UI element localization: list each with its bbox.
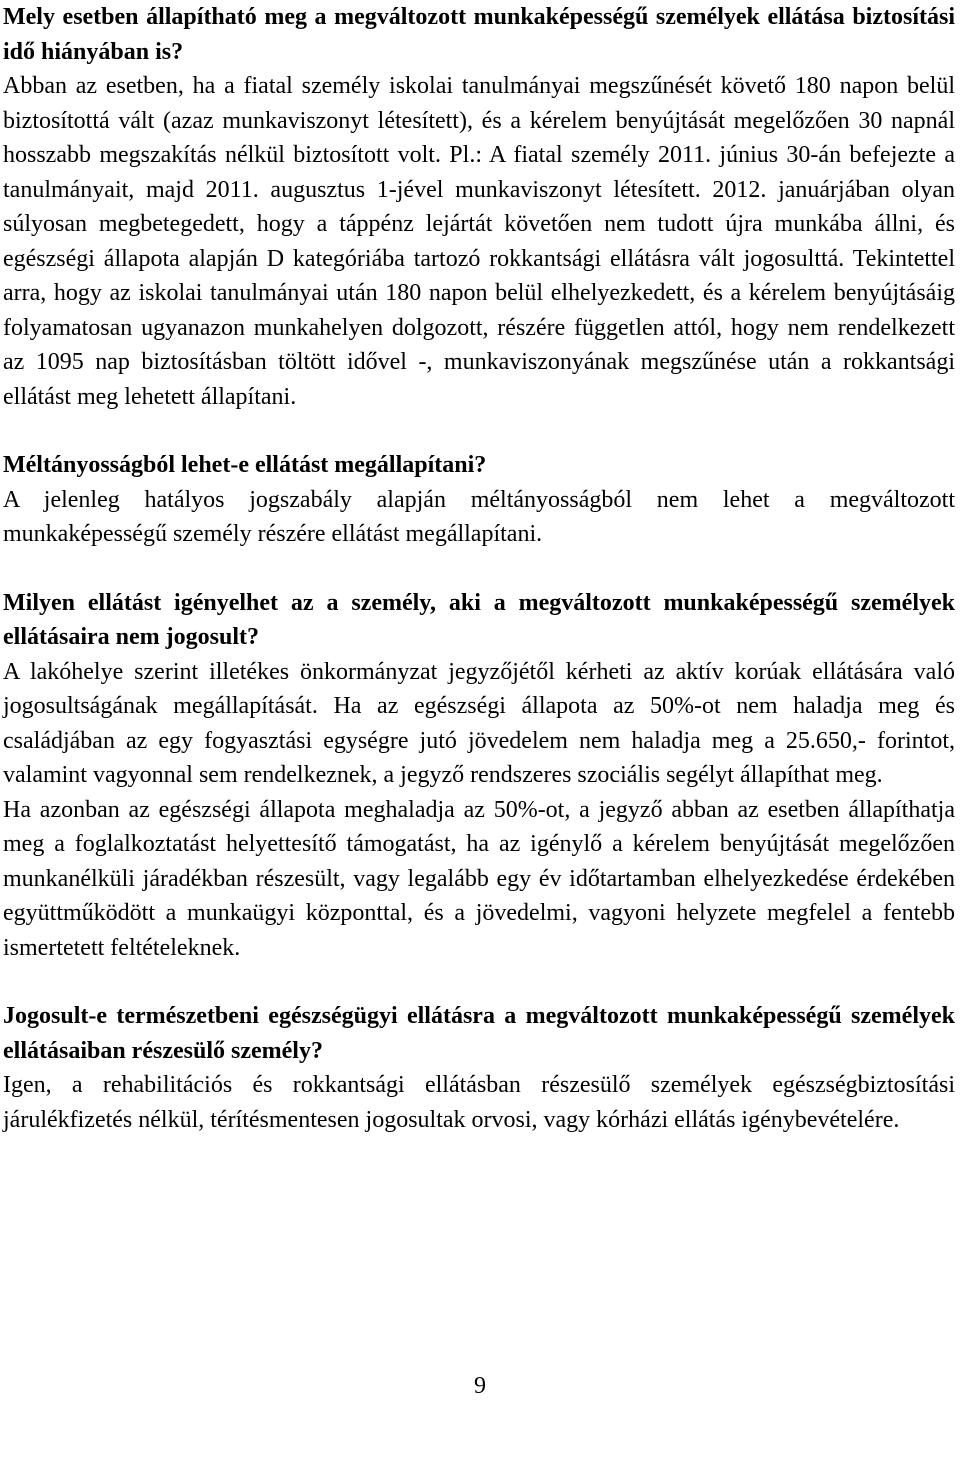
section-biztositasi-ido (3, 0, 955, 414)
section-paragraph: A jelenleg hatályos jogszabály alapján méltányosságból nem lehet a megváltozott munkaképességű személy részére ellátást megállapítani. (3, 486, 955, 547)
section-heading: Mely esetben állapítható meg a megváltozott munkaképességű személyek ellátása biztosítási idő hiányában is? (3, 4, 955, 65)
page-number: 9 (474, 1373, 486, 1399)
section-heading: Méltányosságból lehet-e ellátást megállapítani? (3, 452, 487, 478)
section-heading: Jogosult-e természetbeni egészségügyi ellátásra a megváltozott munkaképességű személyek ellátásaiban részesülő személy? (3, 1003, 955, 1064)
section-paragraph: A lakóhelye szerint illetékes önkormányzat jegyzőjétől kérheti az aktív korúak ellátására való jogosultságának megállapítását. Ha az egészségi állapota az 50%-ot nem haladja meg és családjában az egy fogyasztási egységre jutó jövedelem nem haladja meg a 25.650,- forintot, valamint vagyonnal sem rendelkeznek, a jegyző rendszeres szociális segélyt állapíthat meg. (3, 658, 955, 788)
section-igenyelheto-ellatas (3, 586, 955, 966)
section-termeszetbeni-ellatas (3, 999, 955, 1137)
section-paragraph: Igen, a rehabilitációs és rokkantsági ellátásban részesülő személyek egészségbiztosítási járulékfizetés nélkül, térítésmentesen jogosultak orvosi, vagy kórházi ellátás igénybevételére. (3, 1072, 955, 1133)
document-page (3, 0, 955, 1137)
section-paragraph: Ha azonban az egészségi állapota meghaladja az 50%-ot, a jegyző abban az esetben állapíthatja meg a foglalkoztatást helyettesítő támogatást, ha az igénylő a kérelem benyújtását megelőzően munkanélküli járadékban részesült, vagy legalább egy év időtartamban elhelyezkedése érdekében együttműködött a munkaügyi központtal, és a jövedelmi, vagyoni helyzete megfelel a fentebb ismertetett feltételeknek. (3, 796, 955, 961)
section-heading: Milyen ellátást igényelhet az a személy, aki a megváltozott munkaképességű személyek ellátásaira nem jogosult? (3, 589, 955, 650)
section-paragraph: Abban az esetben, ha a fiatal személy iskolai tanulmányai megszűnését követő 180 napon belül biztosítottá vált (azaz munkaviszonyt létesített), és a kérelem benyújtását megelőzően 30 napnál hosszabb megszakítás nélkül biztosított volt. Pl.: A fiatal személy 2011. június 30-án befejezte a tanulmányait, majd 2011. augusztus 1-jével munkaviszonyt létesített. 2012. januárjában olyan súlyosan megbetegedett, hogy a táppénz lejártát követően nem tudott újra munkába állni, és egészségi állapota alapján D kategóriába tartozó rokkantsági ellátásra vált jogosulttá. Tekintettel arra, hogy az iskolai tanulmányai után 180 napon belül elhelyezkedett, és a kérelem benyújtásáig folyamatosan ugyanazon munkahelyen dolgozott, részére független attól, hogy nem rendelkezett az 1095 nap biztosításban töltött idővel -, munkaviszonyának megszűnése után a rokkantsági ellátást meg lehetett állapítani. (3, 73, 955, 410)
section-meltanyossag (3, 448, 955, 552)
